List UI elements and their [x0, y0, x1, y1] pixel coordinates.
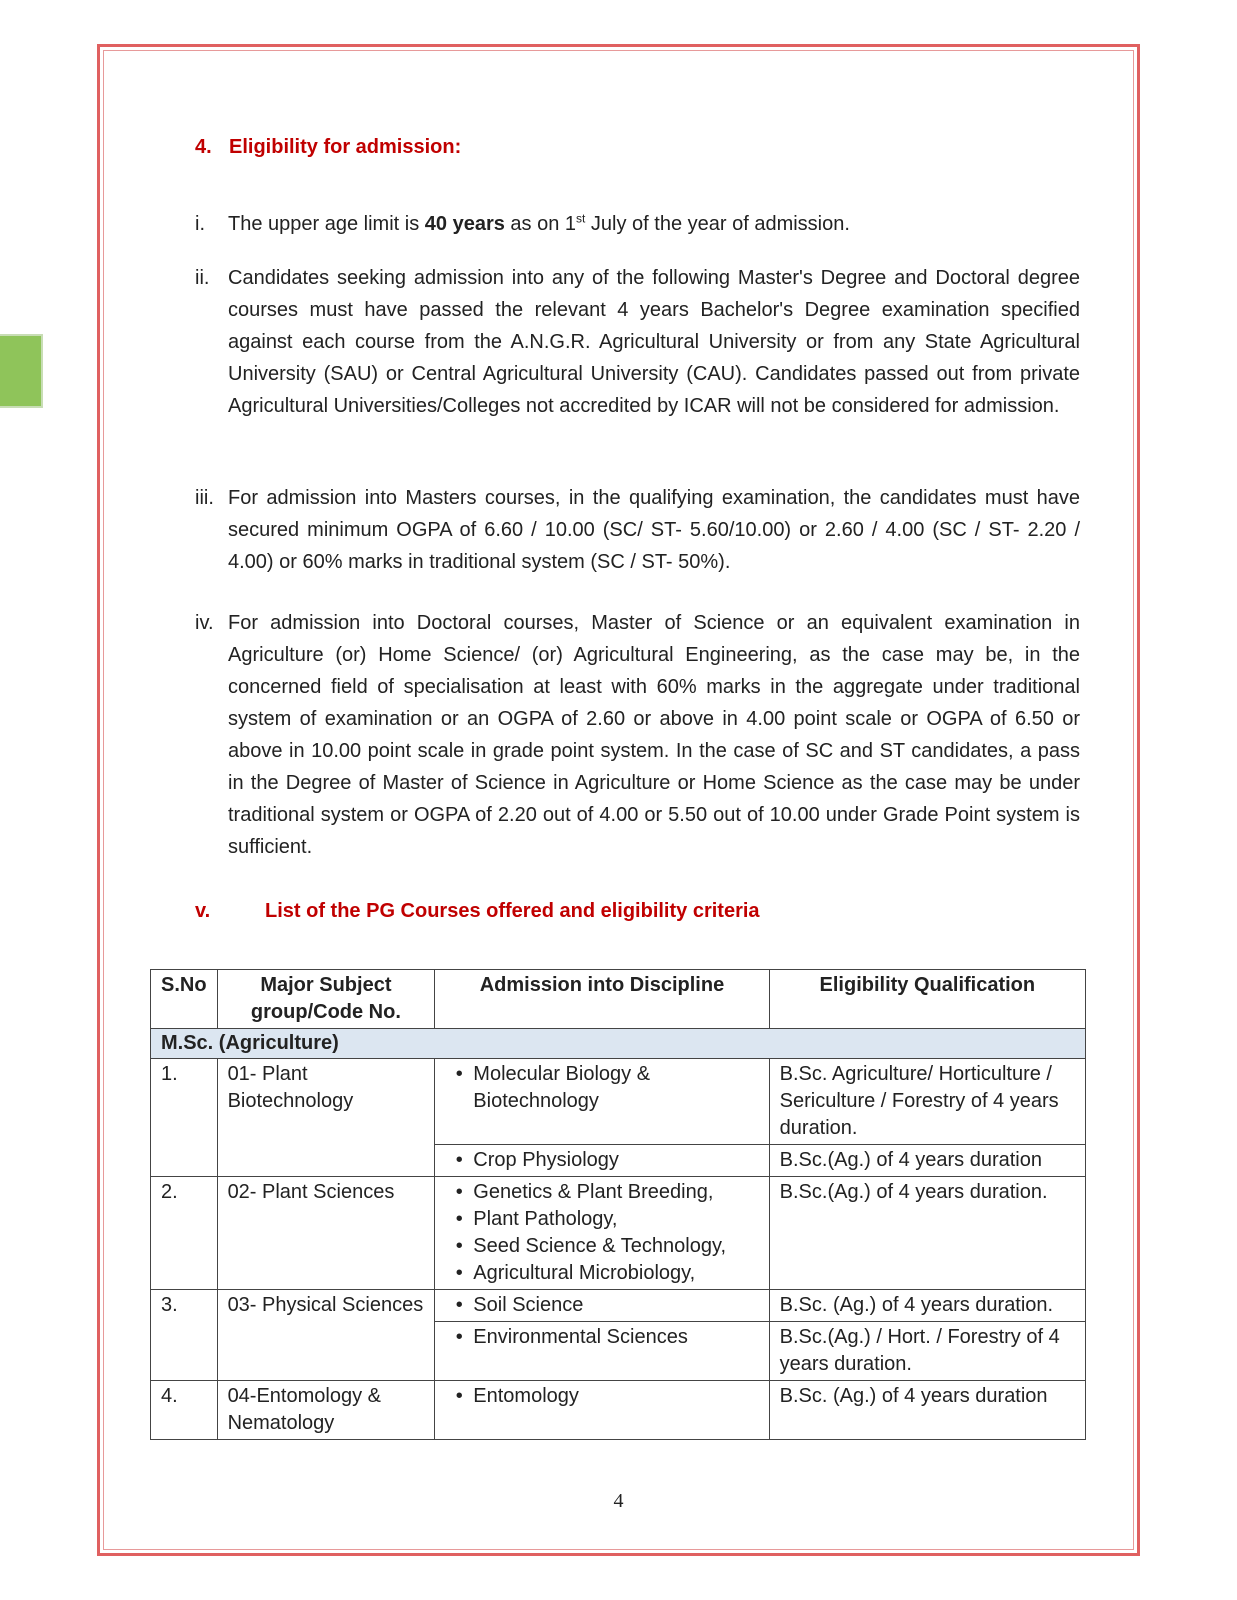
- eligibility-item-i: [195, 208, 1080, 240]
- bullet-icon: •: [455, 1063, 463, 1085]
- section-title: Eligibility for admission:: [229, 136, 462, 158]
- row-eligibility: B.Sc.(Ag.) / Hort. / Forestry of 4 years duration.: [769, 1322, 1085, 1381]
- list-item: • Soil Science: [445, 1292, 758, 1319]
- row-discipline: [435, 1177, 769, 1290]
- row-eligibility: B.Sc.(Ag.) of 4 years duration: [769, 1145, 1085, 1177]
- eligibility-item-iv: [195, 607, 1080, 863]
- item-numeral: ii.: [195, 267, 210, 289]
- table-row: [151, 1381, 1086, 1440]
- table-header-row: [151, 970, 1086, 1029]
- list-item: • Crop Physiology: [445, 1147, 758, 1174]
- table-row: [151, 1290, 1086, 1322]
- row-group: 02- Plant Sciences: [217, 1177, 435, 1290]
- list-item: • Environmental Sciences: [445, 1324, 758, 1351]
- row-sno: 3.: [151, 1290, 218, 1381]
- bullet-icon: •: [455, 1235, 463, 1257]
- row-discipline: [435, 1322, 769, 1381]
- list-item: • Agricultural Microbiology,: [445, 1260, 758, 1287]
- row-group: 03- Physical Sciences: [217, 1290, 435, 1381]
- item-text: For admission into Masters courses, in the qualifying examination, the candidates must have secured minimum OGPA of 6.60 / 10.00 (SC/ ST- 5.60/10.00) or 2.60 / 4.00 (SC / ST- 2.20 / 4.00) or 60% marks in traditional system (SC / ST- 50%).: [228, 487, 1080, 573]
- courses-table: [150, 969, 1086, 1440]
- eligibility-item-iii: [195, 482, 1080, 578]
- side-tab-marker: [0, 334, 43, 408]
- item-text: Candidates seeking admission into any of the following Master's Degree and Doctoral degree courses must have passed the relevant 4 years Bachelor's Degree examination specified against each course from the A.N.G.R. Agricultural University or from any State Agricultural University (SAU) or Central Agricultural University (CAU). Candidates passed out from private Agricultural Universities/Colleges not accredited by ICAR will not be considered for admission.: [228, 267, 1080, 417]
- list-item: • Entomology: [445, 1383, 758, 1410]
- list-item: • Genetics & Plant Breeding,: [445, 1179, 758, 1206]
- row-eligibility: B.Sc.(Ag.) of 4 years duration.: [769, 1177, 1085, 1290]
- bullet-icon: •: [455, 1262, 463, 1284]
- row-sno: 2.: [151, 1177, 218, 1290]
- eligibility-item-ii: [195, 262, 1080, 422]
- header-discipline: Admission into Discipline: [435, 970, 769, 1029]
- bullet-icon: •: [455, 1326, 463, 1348]
- page-number: 4: [613, 1490, 624, 1512]
- section-number: 4.: [195, 136, 212, 158]
- row-discipline: [435, 1381, 769, 1440]
- courses-list-heading: [195, 900, 760, 923]
- item-numeral: iv.: [195, 612, 214, 634]
- list-numeral: v.: [195, 900, 211, 922]
- row-group: 01- Plant Biotechnology: [217, 1059, 435, 1177]
- header-group: Major Subject group/Code No.: [217, 970, 435, 1029]
- bullet-icon: •: [455, 1385, 463, 1407]
- list-title: List of the PG Courses offered and eligibility criteria: [265, 900, 760, 922]
- list-item: • Seed Science & Technology,: [445, 1233, 758, 1260]
- item-text: The upper age limit is 40 years as on 1st July of the year of admission.: [228, 211, 850, 235]
- table-section-row: [151, 1029, 1086, 1059]
- bullet-icon: •: [455, 1294, 463, 1316]
- row-discipline: [435, 1059, 769, 1145]
- age-limit: 40 years: [424, 213, 505, 235]
- table-row: [151, 1177, 1086, 1290]
- section-label: M.Sc. (Agriculture): [151, 1029, 1086, 1059]
- list-item: • Molecular Biology & Biotechnology: [445, 1061, 758, 1115]
- row-eligibility: B.Sc. (Ag.) of 4 years duration.: [769, 1290, 1085, 1322]
- row-discipline: [435, 1145, 769, 1177]
- bullet-icon: •: [455, 1149, 463, 1171]
- row-sno: 1.: [151, 1059, 218, 1177]
- table-row: [151, 1059, 1086, 1145]
- list-item: • Plant Pathology,: [445, 1206, 758, 1233]
- bullet-icon: •: [455, 1208, 463, 1230]
- row-eligibility: B.Sc. (Ag.) of 4 years duration: [769, 1381, 1085, 1440]
- row-group: 04-Entomology & Nematology: [217, 1381, 435, 1440]
- bullet-icon: •: [455, 1181, 463, 1203]
- row-eligibility: B.Sc. Agriculture/ Horticulture / Sericulture / Forestry of 4 years duration.: [769, 1059, 1085, 1145]
- row-sno: 4.: [151, 1381, 218, 1440]
- row-discipline: [435, 1290, 769, 1322]
- item-numeral: iii.: [195, 487, 214, 509]
- header-eligibility: Eligibility Qualification: [769, 970, 1085, 1029]
- item-text: For admission into Doctoral courses, Master of Science or an equivalent examination in Agriculture (or) Home Science/ (or) Agricultural Engineering, as the case may be, in the concerned field of specialisation at least with 60% marks in the aggregate under traditional system of examination or an OGPA of 2.60 or above in 4.00 point scale or OGPA of 6.50 or above in 10.00 point scale in grade point system. In the case of SC and ST candidates, a pass in the Degree of Master of Science in Agriculture or Home Science as the case may be under traditional system or OGPA of 2.20 out of 4.00 or 5.50 out of 10.00 under Grade Point system is sufficient.: [228, 612, 1080, 858]
- header-sno: S.No: [151, 970, 218, 1029]
- item-numeral: i.: [195, 213, 205, 235]
- section-heading: [195, 136, 461, 159]
